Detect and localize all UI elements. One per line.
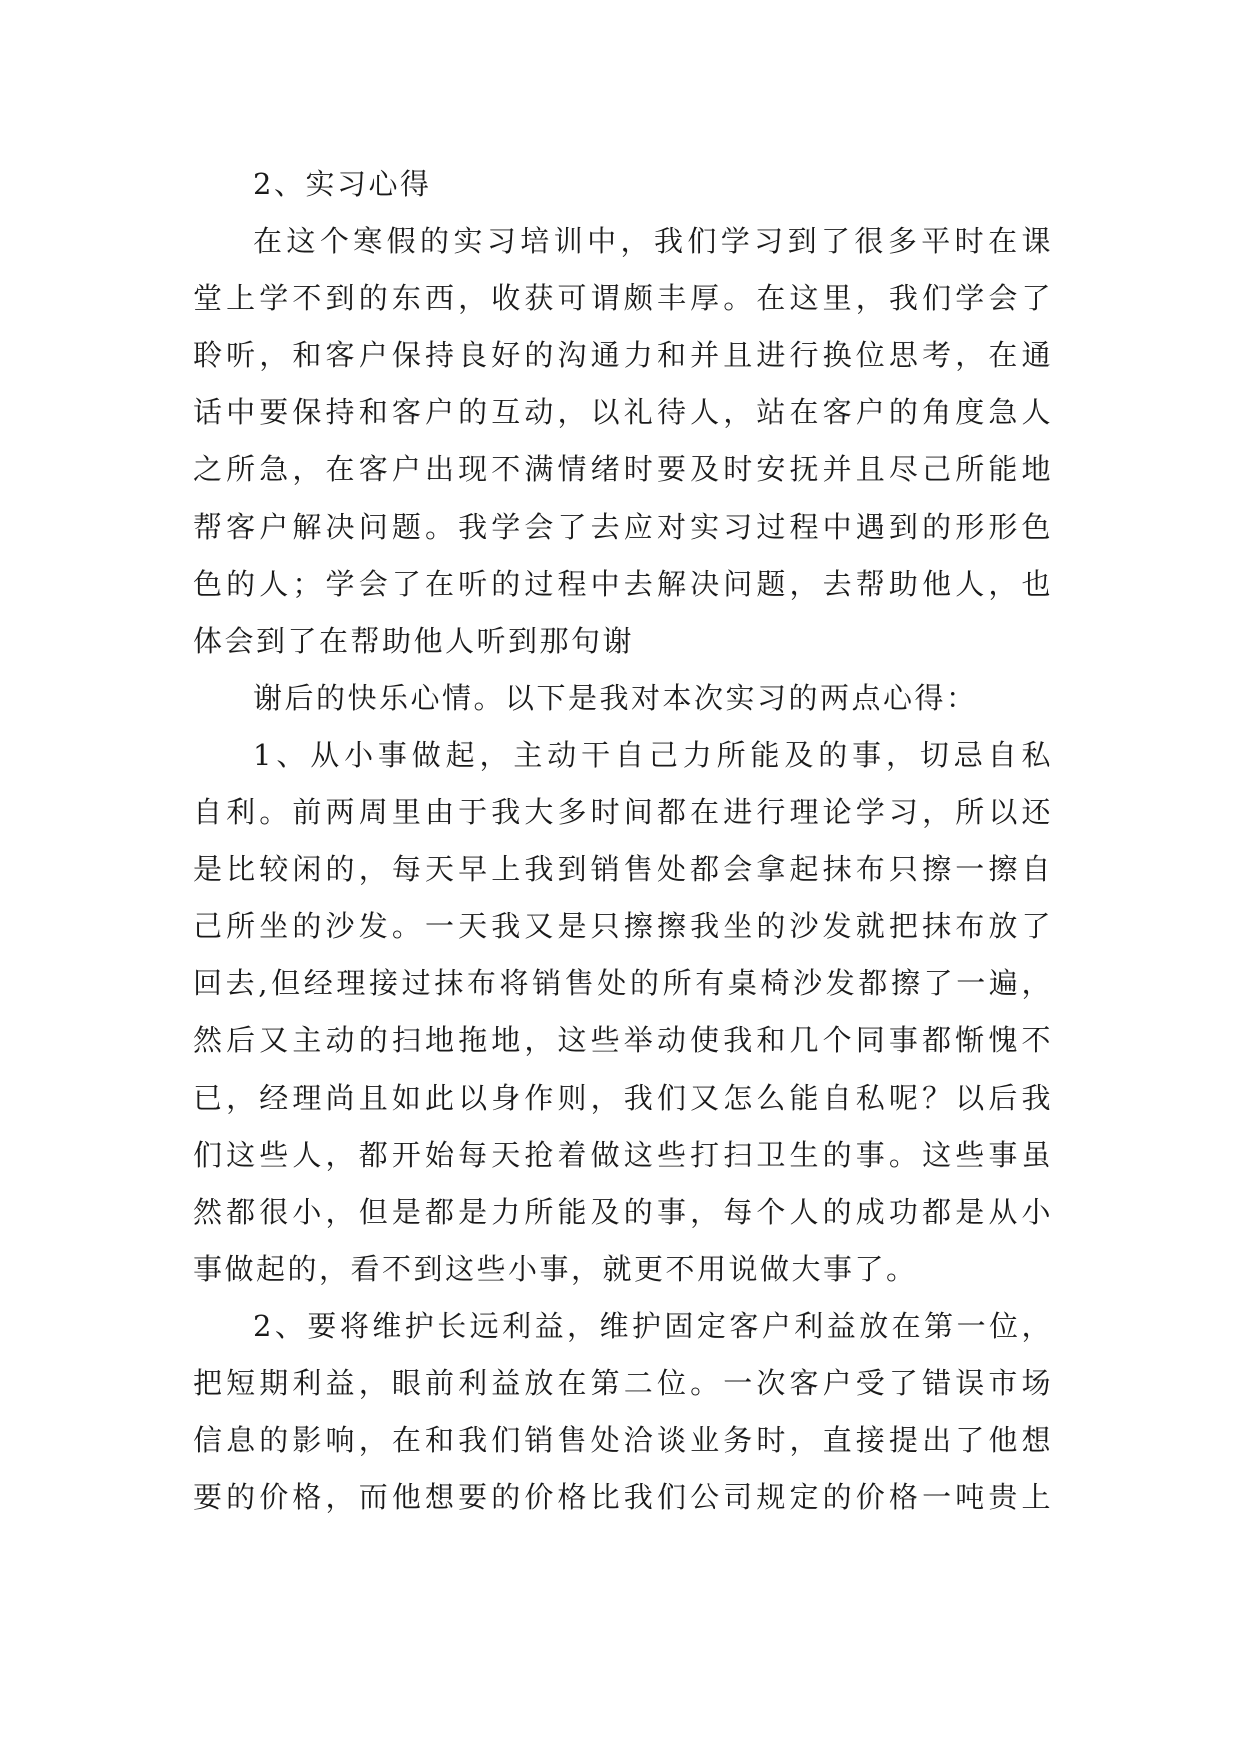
text-line: 2、要将维护长远利益，维护固定客户利益放在第一位， <box>253 1308 1053 1343</box>
text-line: 己所坐的沙发。一天我又是只擦擦我坐的沙发就把抹布放了 <box>193 909 1053 944</box>
text-line: 自利。前两周里由于我大多时间都在进行理论学习，所以还 <box>193 795 1053 830</box>
text-line: 在这个寒假的实习培训中，我们学习到了很多平时在课 <box>253 224 1053 259</box>
text-line: 1、从小事做起，主动干自己力所能及的事，切忌自私 <box>253 737 1053 772</box>
text-line: 然后又主动的扫地拖地，这些举动使我和几个同事都惭愧不 <box>193 1023 1053 1058</box>
text-line: 信息的影响，在和我们销售处洽谈业务时，直接提出了他想 <box>193 1423 1053 1458</box>
text-line: 堂上学不到的东西，收获可谓颇丰厚。在这里，我们学会了 <box>193 281 1053 316</box>
text-line: 帮客户解决问题。我学会了去应对实习过程中遇到的形形色 <box>193 509 1053 544</box>
text-line: 聆听，和客户保持良好的沟通力和并且进行换位思考，在通 <box>193 338 1053 373</box>
text-line: 把短期利益，眼前利益放在第二位。一次客户受了错误市场 <box>193 1365 1053 1400</box>
text-line: 体会到了在帮助他人听到那句谢 <box>193 623 635 658</box>
text-line: 话中要保持和客户的互动，以礼待人，站在客户的角度急人 <box>193 395 1053 430</box>
text-line: 谢后的快乐心情。以下是我对本次实习的两点心得： <box>253 680 978 715</box>
text-line: 之所急，在客户出现不满情绪时要及时安抚并且尽己所能地 <box>193 452 1053 487</box>
text-line: 事做起的，看不到这些小事，就更不用说做大事了。 <box>193 1251 918 1286</box>
document-body <box>193 156 1053 1526</box>
text-line: 2、实习心得 <box>253 167 432 201</box>
text-line: 已，经理尚且如此以身作则，我们又怎么能自私呢？以后我 <box>193 1080 1053 1115</box>
text-line: 们这些人，都开始每天抢着做这些打扫卫生的事。这些事虽 <box>193 1137 1053 1172</box>
text-line: 回去,但经理接过抹布将销售处的所有桌椅沙发都擦了一遍， <box>193 966 1053 1001</box>
text-line: 要的价格，而他想要的价格比我们公司规定的价格一吨贵上 <box>193 1480 1053 1515</box>
text-line: 色的人；学会了在听的过程中去解决问题，去帮助他人，也 <box>193 566 1053 601</box>
text-line: 然都很小，但是都是力所能及的事，每个人的成功都是从小 <box>193 1194 1053 1229</box>
text-line: 是比较闲的，每天早上我到销售处都会拿起抹布只擦一擦自 <box>193 852 1053 887</box>
